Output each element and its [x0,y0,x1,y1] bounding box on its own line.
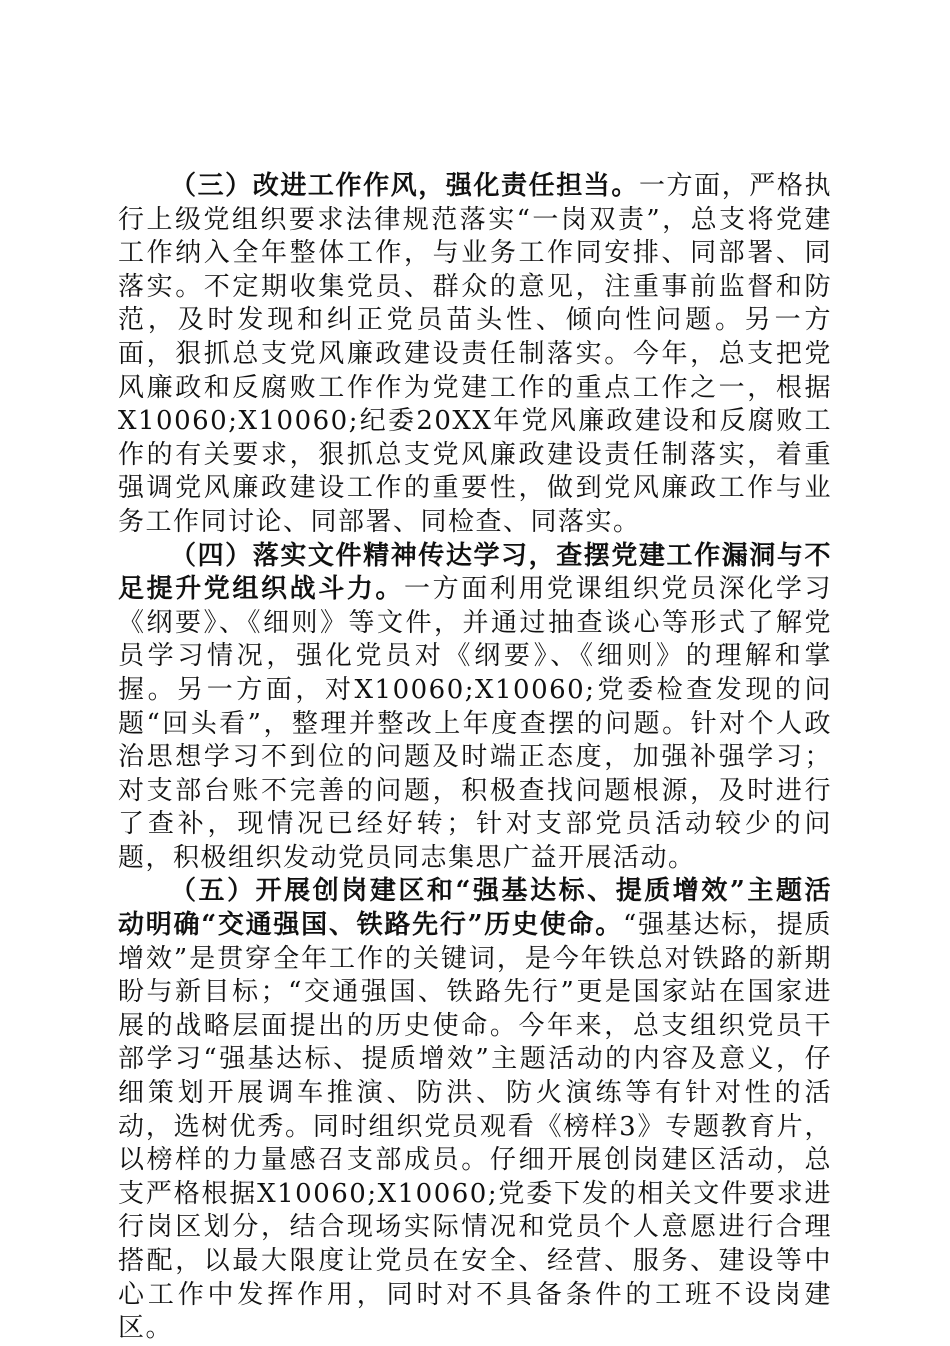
paragraph-4 [118,540,832,876]
paragraph-5 [118,875,832,1345]
paragraph-3-body: 一方面，严格执行上级党组织要求法律规范落实“一岗双责”，总支将党建工作纳入全年整体工作，与业务工作同安排、同部署、同落实。不定期收集党员、群众的意见，注重事前监督和防范，及时发现和纠正党员苗头性、倾向性问题。另一方面，狠抓总支党风廉政建设责任制落实。今年，总支把党风廉政和反腐败工作作为党建工作的重点工作之一，根据X10060;X10060;纪委20XX年党风廉政建设和反腐败工作的有关要求，狠抓总支党风廉政建设责任制落实，着重强调党风廉政建设工作的重要性，做到党风廉政工作与业务工作同讨论、同部署、同检查、同落实。 [118,171,832,537]
document-page [118,170,832,1346]
paragraph-3 [118,170,832,540]
paragraph-3-heading: （三）改进工作作风，强化责任担当。 [170,171,639,201]
paragraph-5-heading: （五）开展创岗建区和“强基达标、提质增效”主题活动明确“交通强国、铁路先行”历史使命。 [118,876,832,941]
paragraph-4-body: 一方面利用党课组织党员深化学习《纲要》、《细则》等文件，并通过抽查谈心等形式了解党员学习情况，强化党员对《纲要》、《细则》的理解和掌握。另一方面，对X10060;X10060;党委检查发现的问题“回头看”，整理并整改上年度查摆的问题。针对个人政治思想学习不到位的问题及时端正态度，加强补强学习；对支部台账不完善的问题，积极查找问题根源，及时进行了查补，现情况已经好转；针对支部党员活动较少的问题，积极组织发动党员同志集思广益开展活动。 [118,574,832,873]
paragraph-5-body: “强基达标，提质增效”是贯穿全年工作的关键词，是今年铁总对铁路的新期盼与新目标；“交通强国、铁路先行”更是国家站在国家进展的战略层面提出的历史使命。今年来，总支组织党员干部学习“强基达标、提质增效”主题活动的内容及意义，仔细策划开展调车推演、防洪、防火演练等有针对性的活动，选树优秀。同时组织党员观看《榜样3》专题教育片，以榜样的力量感召支部成员。仔细开展创岗建区活动，总支严格根据X10060;X10060;党委下发的相关文件要求进行岗区划分，结合现场实际情况和党员个人意愿进行合理搭配，以最大限度让党员在安全、经营、服务、建设等中心工作中发挥作用，同时对不具备条件的工班不设岗建区。 [118,910,832,1344]
paragraph-4-heading: （四）落实文件精神传达学习，查摆党建工作漏洞与不足提升党组织战斗力。 [118,540,832,605]
